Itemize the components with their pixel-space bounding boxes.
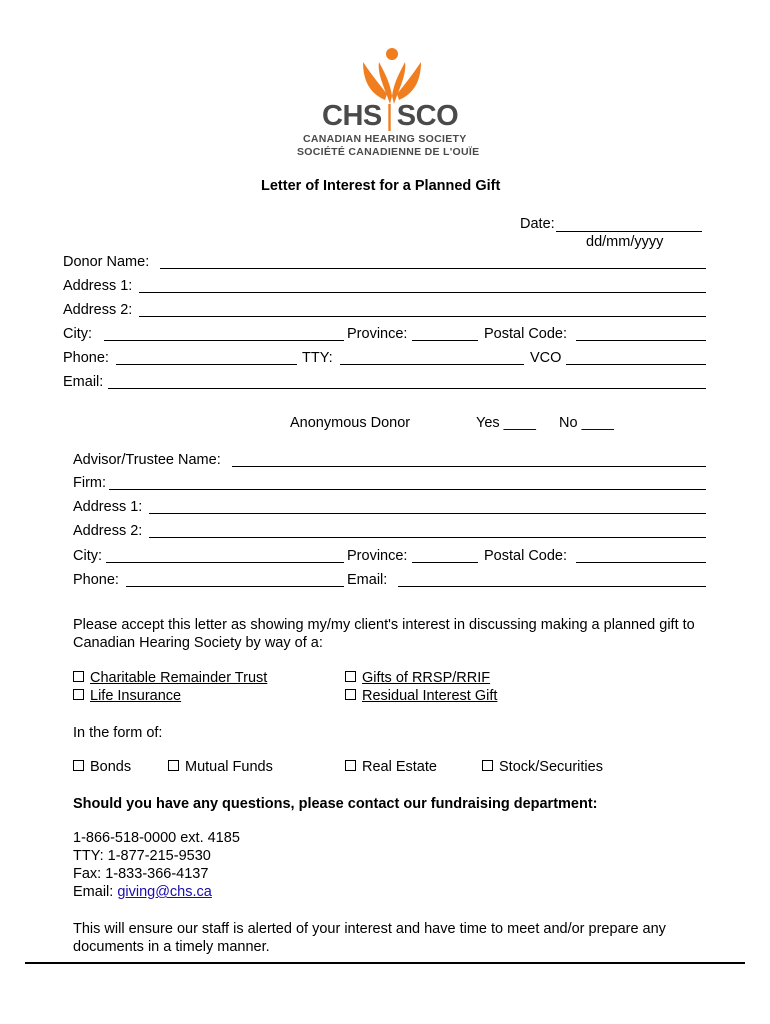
option-life-insurance[interactable]: Life Insurance — [73, 688, 181, 704]
anonymous-yes[interactable]: Yes ____ — [476, 415, 536, 431]
donor-city-label: City: — [63, 326, 92, 342]
donor-vco-label: VCO — [530, 350, 562, 366]
donor-name-field[interactable] — [160, 268, 706, 269]
donor-province-label: Province: — [347, 326, 408, 342]
logo-line-2: SOCIÉTÉ CANADIENNE DE L'OUÏE — [297, 146, 480, 158]
donor-postal-label: Postal Code: — [484, 326, 568, 342]
form-of-label: In the form of: — [73, 725, 163, 741]
option-charitable-remainder-trust[interactable]: Charitable Remainder Trust — [73, 670, 267, 686]
advisor-address1-label: Address 1: — [73, 499, 143, 515]
checkbox-icon[interactable] — [345, 760, 356, 771]
checkbox-icon[interactable] — [168, 760, 179, 771]
advisor-name-field[interactable] — [232, 466, 706, 467]
checkbox-icon[interactable] — [345, 689, 356, 700]
checkbox-icon[interactable] — [73, 671, 84, 682]
option-bonds[interactable]: Bonds — [73, 759, 131, 775]
checkbox-icon[interactable] — [73, 760, 84, 771]
contact-phone: 1-866-518-0000 ext. 4185 — [73, 830, 240, 846]
page-title: Letter of Interest for a Planned Gift — [261, 178, 501, 194]
option-stock-securities[interactable]: Stock/Securities — [482, 759, 603, 775]
date-format: dd/mm/yyyy — [586, 234, 664, 250]
donor-postal-field[interactable] — [576, 340, 706, 341]
advisor-address1-field[interactable] — [149, 513, 706, 514]
contact-email: Email: giving@chs.ca — [73, 884, 212, 900]
advisor-address2-label: Address 2: — [73, 523, 143, 539]
donor-phone-label: Phone: — [63, 350, 109, 366]
advisor-name-label: Advisor/Trustee Name: — [73, 452, 221, 468]
logo — [297, 40, 500, 160]
contact-tty: TTY: 1-877-215-9530 — [73, 848, 211, 864]
advisor-province-label: Province: — [347, 548, 408, 564]
date-field[interactable] — [556, 231, 702, 232]
donor-province-field[interactable] — [412, 340, 478, 341]
advisor-address2-field[interactable] — [149, 537, 706, 538]
logo-figure-icon — [357, 44, 427, 106]
checkbox-icon[interactable] — [482, 760, 493, 771]
footer-divider — [25, 962, 745, 964]
option-gifts-rrsp-rrif[interactable]: Gifts of RRSP/RRIF — [345, 670, 490, 686]
advisor-email-label: Email: — [347, 572, 388, 588]
donor-email-field[interactable] — [108, 388, 706, 389]
advisor-province-field[interactable] — [412, 562, 478, 563]
advisor-city-label: City: — [73, 548, 102, 564]
checkbox-icon[interactable] — [73, 689, 84, 700]
donor-name-label: Donor Name: — [63, 254, 150, 270]
advisor-city-field[interactable] — [106, 562, 344, 563]
option-mutual-funds[interactable]: Mutual Funds — [168, 759, 273, 775]
email-link[interactable]: giving@chs.ca — [117, 884, 212, 900]
advisor-postal-field[interactable] — [576, 562, 706, 563]
logo-brand: CHS | SCO — [322, 100, 459, 132]
questions-heading: Should you have any questions, please contact our fundraising department: — [73, 796, 598, 812]
donor-address1-field[interactable] — [139, 292, 706, 293]
donor-phone-field[interactable] — [116, 364, 297, 365]
advisor-firm-label: Firm: — [73, 475, 107, 491]
donor-address2-field[interactable] — [139, 316, 706, 317]
intro-paragraph: Please accept this letter as showing my/my client's interest in discussing making a planned gift to Canadian Hearing Society by way of a: — [73, 617, 695, 651]
advisor-phone-field[interactable] — [126, 586, 344, 587]
option-real-estate[interactable]: Real Estate — [345, 759, 437, 775]
date-label: Date: — [520, 216, 555, 232]
donor-tty-label: TTY: — [302, 350, 333, 366]
donor-tty-field[interactable] — [340, 364, 524, 365]
donor-address1-label: Address 1: — [63, 278, 133, 294]
closing-paragraph: This will ensure our staff is alerted of your interest and have time to meet and/or prepare any documents in a timely manner. — [73, 921, 666, 955]
anonymous-no[interactable]: No ____ — [559, 415, 614, 431]
donor-address2-label: Address 2: — [63, 302, 133, 318]
donor-vco-field[interactable] — [566, 364, 706, 365]
advisor-email-field[interactable] — [398, 586, 706, 587]
option-residual-interest-gift[interactable]: Residual Interest Gift — [345, 688, 497, 704]
logo-line-1: CANADIAN HEARING SOCIETY — [303, 133, 467, 145]
donor-city-field[interactable] — [104, 340, 344, 341]
advisor-phone-label: Phone: — [73, 572, 119, 588]
advisor-postal-label: Postal Code: — [484, 548, 568, 564]
advisor-firm-field[interactable] — [109, 489, 706, 490]
checkbox-icon[interactable] — [345, 671, 356, 682]
donor-email-label: Email: — [63, 374, 104, 390]
anonymous-donor-label: Anonymous Donor — [290, 415, 411, 431]
contact-fax: Fax: 1-833-366-4137 — [73, 866, 209, 882]
